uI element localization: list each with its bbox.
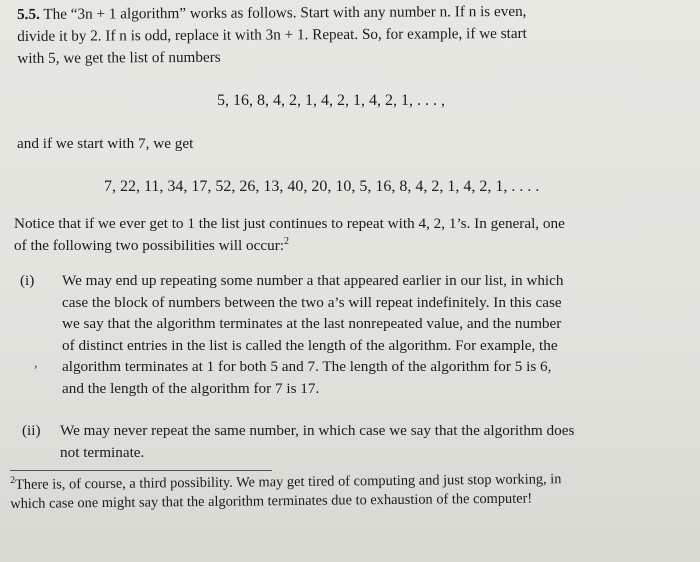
footnote-rule (10, 470, 272, 471)
possibility-i-marker: (i) (20, 272, 35, 289)
footnote (10, 470, 562, 514)
section-intro (17, 1, 527, 70)
possibility-i-line: and the length of the algorithm for 7 is 17. (62, 379, 320, 397)
possibility-i-line: algorithm terminates at 1 for both 5 and 7. The length of the algorithm for 5 is 6, (62, 358, 552, 376)
intro-line-2: divide it by 2. If n is odd, replace it with 3n + 1. Repeat. So, for example, if we start (17, 24, 527, 45)
possibility-ii-marker: (ii) (22, 422, 41, 439)
possibility-i-line: case the block of numbers between the two a’s will repeat indefinitely. In this case (62, 293, 562, 311)
notice-line-1: Notice that if we ever get to 1 the list just continues to repeat with 4, 2, 1’s. In general, one (14, 215, 565, 232)
notice-line-2: of the following two possibilities will occur:$^2$ (14, 236, 289, 254)
section-number: 5.5. (17, 5, 40, 23)
sequence-start-5: 5, 16, 8, 4, 2, 1, 4, 2, 1, 4, 2, 1, . . . , (217, 92, 445, 109)
stray-mark: , (34, 356, 38, 371)
possibility-i (20, 270, 690, 400)
possibility-ii (22, 420, 692, 463)
possibility-ii-line: We may never repeat the same number, in which case we say that the algorithm does (60, 422, 575, 439)
footnote-ref: 2 (283, 236, 289, 247)
possibility-i-line: of distinct entries in the list is called the length of the algorithm. For example, the (62, 336, 558, 354)
sequence-start-7: 7, 22, 11, 34, 17, 52, 26, 13, 40, 20, 10, 5, 16, 8, 4, 2, 1, 4, 2, 1, . . . . (104, 178, 540, 195)
intro-line-3: with 5, we get the list of numbers (17, 48, 221, 67)
footnote-line-2: which case one might say that the algorithm terminates due to exhaustion of the computer! (10, 490, 533, 512)
possibility-ii-line: not terminate. (60, 443, 145, 461)
possibility-i-line: we say that the algorithm terminates at the last nonrepeated value, and the number (62, 315, 562, 333)
intro-line-1: 5.5. The “3n + 1 algorithm” works as follows. Start with any number n. If n is even, (17, 2, 527, 23)
footnote-mark: 2 (9, 474, 16, 486)
footnote-line-1: $^2$There is, of course, a third possibility. We may get tired of computing and just stop working, in (9, 471, 562, 493)
possibility-i-line: We may end up repeating some number a that appeared earlier in our list, in which (62, 272, 564, 289)
notice-paragraph (14, 213, 565, 257)
seven-intro: and if we start with 7, we get (17, 135, 194, 152)
